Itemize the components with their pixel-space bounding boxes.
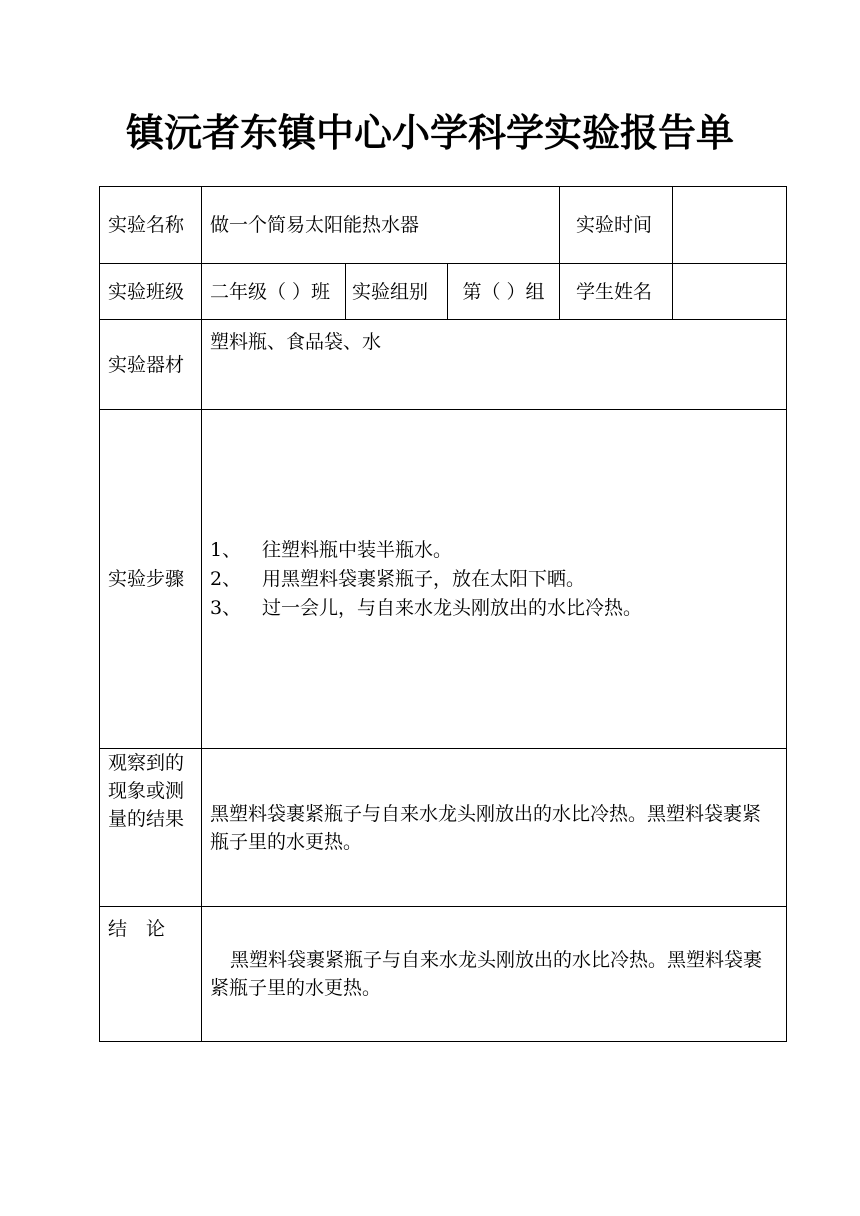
conclusion-label: 结 论 [100,907,202,1042]
group-label: 实验组别 [346,264,448,320]
row-materials [100,320,787,410]
step-item [210,536,778,565]
materials-text: 塑料瓶、食品袋、水 [210,331,382,353]
steps-label: 实验步骤 [100,410,202,749]
row-steps [100,410,787,749]
step-item [210,565,778,594]
row-observation [100,749,787,907]
step-text: 过一会儿，与自来水龙头刚放出的水比冷热。 [262,596,643,619]
materials-label: 实验器材 [100,320,202,410]
observation-label: 观察到的现象或测量的结果 [100,749,202,907]
step-text: 往塑料瓶中装半瓶水。 [262,538,453,561]
step-item [210,594,778,623]
student-name-label: 学生姓名 [560,264,673,320]
observation-value: 黑塑料袋裹紧瓶子与自来水龙头刚放出的水比冷热。黑塑料袋裹紧瓶子里的水更热。 [202,749,787,907]
step-number: 1、 [210,538,242,561]
step-number: 3、 [210,596,242,619]
step-text: 用黑塑料袋裹紧瓶子，放在太阳下晒。 [262,567,586,590]
row-conclusion [100,907,787,1042]
experiment-name-label: 实验名称 [100,187,202,264]
steps-content [202,410,787,749]
materials-value [202,320,787,410]
row-experiment-name [100,187,787,264]
experiment-time-label: 实验时间 [560,187,673,264]
step-number: 2、 [210,567,242,590]
class-label: 实验班级 [100,264,202,320]
row-class-info [100,264,787,320]
steps-list [210,536,778,623]
experiment-time-value[interactable] [673,187,787,264]
student-name-value[interactable] [673,264,787,320]
page-title: 镇沅者东镇中心小学科学实验报告单 [125,111,734,155]
conclusion-value: 黑塑料袋裹紧瓶子与自来水龙头刚放出的水比冷热。黑塑料袋裹紧瓶子里的水更热。 [202,907,787,1042]
group-value[interactable]: 第（ ）组 [448,264,560,320]
report-table [99,186,787,1042]
class-value[interactable]: 二年级（ ）班 [202,264,346,320]
experiment-name-value: 做一个简易太阳能热水器 [202,187,560,264]
